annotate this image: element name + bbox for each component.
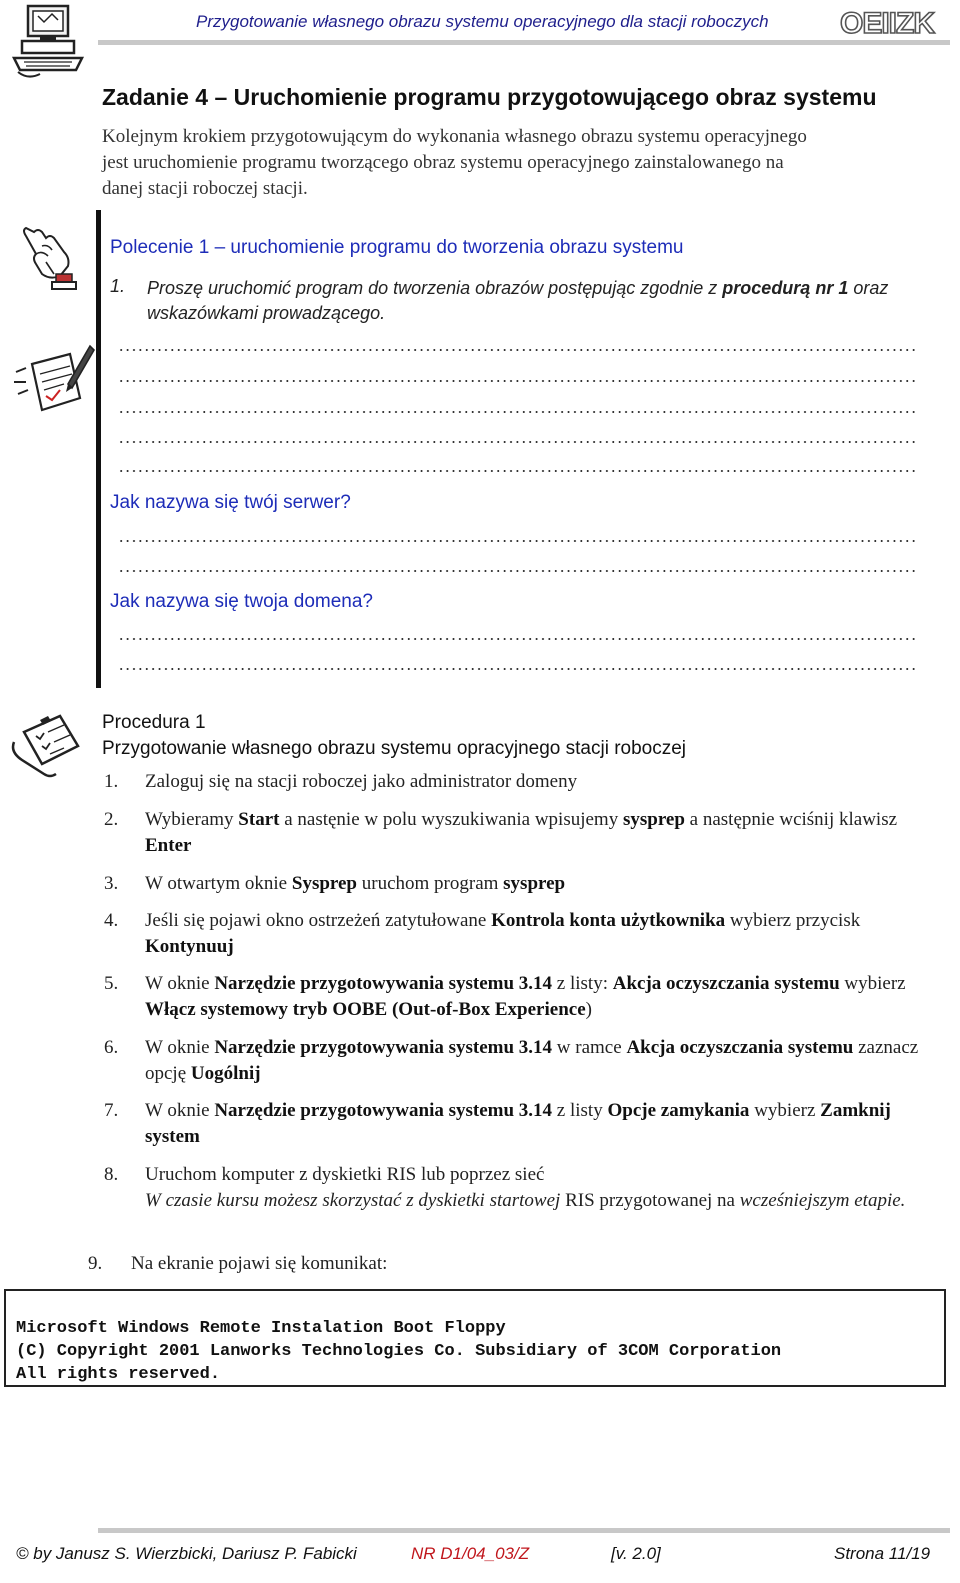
intro-line: Kolejnym krokiem przygotowującym do wykonania własnego obrazu systemu operacyjnego bbox=[102, 126, 807, 147]
question-server: Jak nazywa się twój serwer? bbox=[110, 492, 351, 513]
clipboard-checklist-icon bbox=[10, 712, 82, 778]
console-message-box bbox=[4, 1289, 946, 1387]
intro-line: jest uruchomienie programu tworzącego obraz systemu operacyjnego zainstalowanego na bbox=[102, 152, 784, 173]
console-line: Microsoft Windows Remote Instalation Boot Floppy bbox=[16, 1319, 506, 1338]
polecenie-step-text: Proszę uruchomić program do tworzenia obrazów postępując zgodnie z procedurą nr 1 oraz wskazówkami prowadzącego. bbox=[147, 278, 889, 323]
footer-page-number: Strona 11/19 bbox=[834, 1544, 931, 1563]
paper-and-pen-icon bbox=[12, 340, 96, 422]
svg-text:OEIIZK: OEIIZK bbox=[840, 7, 935, 40]
procedure-step: W oknie Narzędzie przygotowywania systemu 3.14 z listy: Akcja oczyszczania systemu wybierz Włącz systemowy tryb OOBE (Out-of-Box Experience) bbox=[145, 973, 906, 1020]
procedure-step: Wybieramy Start a nastęnie w polu wyszukiwania wpisujemy sysprep a następnie wciśnij klawisz Enter bbox=[145, 809, 898, 856]
step-number: 6. bbox=[104, 1037, 119, 1058]
answer-line[interactable] bbox=[118, 668, 918, 670]
intro-line: danej stacji roboczej stacji. bbox=[102, 178, 308, 199]
hand-stamp-icon bbox=[16, 218, 82, 292]
task-intro bbox=[102, 124, 940, 202]
answer-line[interactable] bbox=[118, 411, 918, 413]
step-number: 5. bbox=[104, 973, 119, 994]
answer-line[interactable] bbox=[118, 441, 918, 443]
step-number: 2. bbox=[104, 809, 119, 830]
answer-line[interactable] bbox=[118, 349, 918, 351]
procedure-step: Zaloguj się na stacji roboczej jako administrator domeny bbox=[145, 771, 578, 792]
answer-line[interactable] bbox=[118, 380, 918, 382]
computer-clipart-icon bbox=[10, 2, 90, 80]
footer-authors: © by Janusz S. Wierzbicki, Dariusz P. Fabicki bbox=[16, 1544, 357, 1563]
step-number: 1. bbox=[104, 771, 119, 792]
procedure-step: W oknie Narzędzie przygotowywania systemu 3.14 w ramce Akcja oczyszczania systemu zaznacz opcję Uogólnij bbox=[145, 1037, 919, 1084]
polecenie-title: Polecenie 1 – uruchomienie programu do tworzenia obrazu systemu bbox=[110, 237, 684, 258]
step-number: 3. bbox=[104, 873, 119, 894]
footer-document-code: NR D1/04_03/Z bbox=[411, 1544, 530, 1563]
polecenie-step-number: 1. bbox=[110, 276, 126, 296]
procedure-step: W oknie Narzędzie przygotowywania systemu 3.14 z listy Opcje zamykania wybierz Zamknij system bbox=[145, 1100, 891, 1147]
answer-line[interactable] bbox=[118, 470, 918, 472]
footer-version: [v. 2.0] bbox=[611, 1544, 661, 1563]
procedure-title: Procedura 1 bbox=[102, 712, 206, 733]
procedure-step: Jeśli się pojawi okno ostrzeżeń zatytułowane Kontrola konta użytkownika wybierz przycisk Kontynuuj bbox=[145, 910, 861, 957]
step-number: 9. bbox=[88, 1253, 103, 1274]
oeiizk-logo-icon bbox=[838, 4, 946, 40]
step-number: 4. bbox=[104, 910, 119, 931]
step-number: 7. bbox=[104, 1100, 119, 1121]
answer-line[interactable] bbox=[118, 570, 918, 572]
console-line: All rights reserved. bbox=[16, 1365, 221, 1384]
header-title: Przygotowanie własnego obrazu systemu operacyjnego dla stacji roboczych bbox=[196, 12, 769, 31]
procedure-subtitle: Przygotowanie własnego obrazu systemu opracyjnego stacji roboczej bbox=[102, 738, 687, 759]
question-domain: Jak nazywa się twoja domena? bbox=[110, 591, 373, 612]
polecenie-side-bar bbox=[96, 210, 101, 688]
footer-divider bbox=[98, 1528, 950, 1533]
answer-line[interactable] bbox=[118, 540, 918, 542]
step-number: 8. bbox=[104, 1164, 119, 1185]
console-line: (C) Copyright 2001 Lanworks Technologies Co. Subsidiary of 3COM Corporation bbox=[16, 1342, 782, 1361]
answer-line[interactable] bbox=[118, 638, 918, 640]
procedure-step: Uruchom komputer z dyskietki RIS lub poprzez sieć W czasie kursu możesz skorzystać z dyskietki startowej RIS przygotowanej na wcześniejszym etapie. bbox=[145, 1164, 906, 1211]
procedure-step: Na ekranie pojawi się komunikat: bbox=[131, 1253, 388, 1274]
task-title: Zadanie 4 – Uruchomienie programu przygotowującego obraz systemu bbox=[102, 84, 877, 110]
procedure-step: W otwartym oknie Sysprep uruchom program sysprep bbox=[145, 873, 566, 894]
header-divider bbox=[98, 40, 950, 45]
